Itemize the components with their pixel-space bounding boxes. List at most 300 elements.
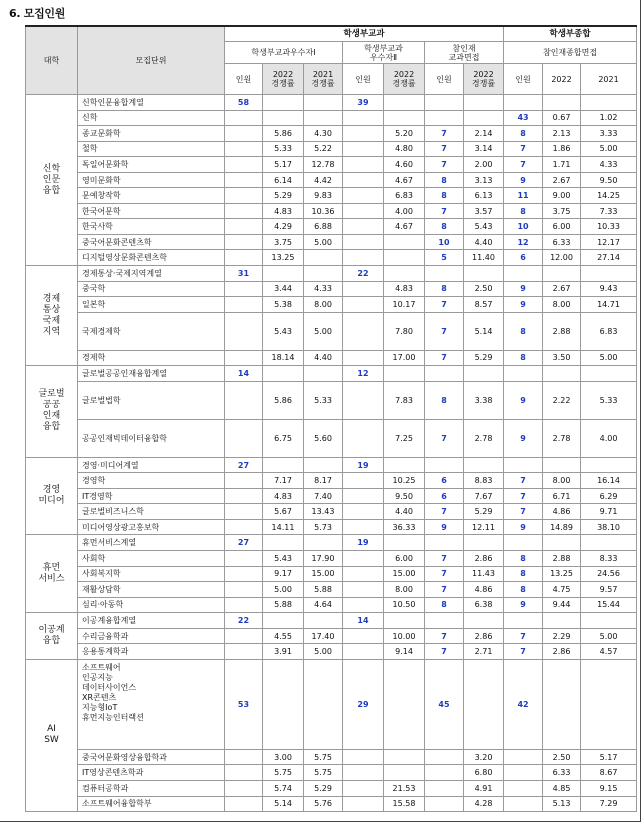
cell-value: 8.00 — [543, 297, 581, 313]
cell-value — [263, 366, 304, 382]
cell-value — [263, 110, 304, 126]
cell-value: 5.75 — [304, 749, 343, 765]
cell-value: 8 — [425, 597, 464, 613]
unit-name: 영미문화학 — [78, 172, 225, 188]
table-row — [26, 219, 637, 235]
cell-value: 5.17 — [581, 749, 637, 765]
unit-name: 사회학 — [78, 551, 225, 567]
cell-value — [425, 780, 464, 796]
cell-value: 7 — [504, 157, 543, 173]
cell-value: 3.13 — [464, 172, 504, 188]
table-row — [26, 628, 637, 644]
univ-name: 이공계 융합 — [26, 613, 78, 660]
cell-value: 4.33 — [581, 157, 637, 173]
cell-value — [343, 381, 384, 419]
cell-value — [225, 551, 263, 567]
cell-value — [225, 419, 263, 457]
cell-value — [464, 659, 504, 749]
table-row — [26, 473, 637, 489]
cell-value: 4.64 — [304, 597, 343, 613]
cell-value: 1.86 — [543, 141, 581, 157]
cell-value — [343, 488, 384, 504]
cell-value — [343, 504, 384, 520]
cell-value: 4.80 — [384, 141, 425, 157]
cell-value — [425, 749, 464, 765]
cell-value: 9.50 — [581, 172, 637, 188]
header-year-2021: 2021 — [581, 64, 637, 95]
cell-value: 15.00 — [384, 566, 425, 582]
cell-value — [343, 419, 384, 457]
univ-name: 휴먼 서비스 — [26, 535, 78, 613]
cell-value: 8 — [504, 551, 543, 567]
cell-value: 45 — [425, 659, 464, 749]
cell-value: 9.17 — [263, 566, 304, 582]
recruitment-table — [25, 25, 637, 812]
cell-value: 9 — [504, 297, 543, 313]
cell-value — [543, 366, 581, 382]
unit-name: 중국학 — [78, 281, 225, 297]
univ-name: 신학 인문 융합 — [26, 95, 78, 266]
cell-value: 10 — [425, 234, 464, 250]
univ-name: 경제 통상 국제 지역 — [26, 266, 78, 366]
cell-value: 7 — [425, 203, 464, 219]
cell-value — [343, 234, 384, 250]
cell-value — [425, 613, 464, 629]
cell-value: 5.33 — [581, 381, 637, 419]
cell-value: 5.22 — [304, 141, 343, 157]
cell-value: 2.86 — [464, 628, 504, 644]
cell-value: 8.00 — [543, 473, 581, 489]
cell-value: 7.83 — [384, 381, 425, 419]
cell-value — [343, 749, 384, 765]
cell-value — [464, 95, 504, 111]
cell-value — [263, 613, 304, 629]
cell-value — [304, 613, 343, 629]
cell-value: 8 — [425, 281, 464, 297]
cell-value: 9 — [504, 519, 543, 535]
cell-value: 8 — [504, 582, 543, 598]
cell-value — [543, 613, 581, 629]
table-row — [26, 266, 637, 282]
cell-value: 6.00 — [384, 551, 425, 567]
cell-value: 7 — [425, 628, 464, 644]
cell-value — [225, 381, 263, 419]
cell-value: 2.67 — [543, 172, 581, 188]
unit-name: 국제경제학 — [78, 312, 225, 350]
cell-value: 9.00 — [543, 188, 581, 204]
cell-value — [425, 765, 464, 781]
cell-value — [304, 457, 343, 473]
table-row — [26, 504, 637, 520]
cell-value: 5.88 — [263, 597, 304, 613]
header-gyogwa1: 학생부교과우수자Ⅰ — [225, 42, 343, 64]
unit-name: 이공계융합계열 — [78, 613, 225, 629]
cell-value — [343, 350, 384, 366]
cell-value — [225, 203, 263, 219]
cell-value: 7 — [504, 141, 543, 157]
cell-value: 8.57 — [464, 297, 504, 313]
unit-name: IT경영학 — [78, 488, 225, 504]
cell-value — [225, 473, 263, 489]
cell-value: 7 — [425, 504, 464, 520]
cell-value — [504, 366, 543, 382]
cell-value: 5.00 — [581, 141, 637, 157]
cell-value — [225, 582, 263, 598]
unit-name: 글로벌법학 — [78, 381, 225, 419]
header-year-2022: 2022 — [543, 64, 581, 95]
cell-value: 9.57 — [581, 582, 637, 598]
unit-name: 미디어영상광고홍보학 — [78, 519, 225, 535]
cell-value — [464, 366, 504, 382]
cell-value: 7 — [425, 350, 464, 366]
univ-name: 글로벌 공공 인재 융합 — [26, 366, 78, 458]
cell-value: 17.40 — [304, 628, 343, 644]
cell-value: 14 — [225, 366, 263, 382]
cell-value: 3.20 — [464, 749, 504, 765]
unit-name: 휴먼서비스계열 — [78, 535, 225, 551]
cell-value — [225, 110, 263, 126]
cell-value: 4.28 — [464, 796, 504, 812]
cell-value: 9 — [504, 281, 543, 297]
cell-value — [225, 796, 263, 812]
unit-name: 디지털영상문화콘텐츠학 — [78, 250, 225, 266]
unit-name: 신학인문융합계열 — [78, 95, 225, 111]
cell-value — [384, 749, 425, 765]
unit-name: 재활상담학 — [78, 582, 225, 598]
cell-value: 4.85 — [543, 780, 581, 796]
cell-value: 14.89 — [543, 519, 581, 535]
cell-value: 10 — [504, 219, 543, 235]
table-row — [26, 780, 637, 796]
cell-value: 4.57 — [581, 644, 637, 660]
cell-value: 2.22 — [543, 381, 581, 419]
cell-value — [343, 188, 384, 204]
cell-value: 7 — [504, 644, 543, 660]
cell-value — [343, 765, 384, 781]
header-inwon: 인원 — [225, 64, 263, 95]
cell-value: 12 — [343, 366, 384, 382]
unit-name: 소프트웨어융합학부 — [78, 796, 225, 812]
cell-value: 4.60 — [384, 157, 425, 173]
cell-value: 6.88 — [304, 219, 343, 235]
cell-value — [225, 350, 263, 366]
table-row — [26, 234, 637, 250]
cell-value: 9.15 — [581, 780, 637, 796]
cell-value: 0.67 — [543, 110, 581, 126]
cell-value: 5.88 — [304, 582, 343, 598]
cell-value: 13.25 — [543, 566, 581, 582]
table-row — [26, 188, 637, 204]
cell-value — [304, 659, 343, 749]
cell-value: 21.53 — [384, 780, 425, 796]
cell-value: 8 — [504, 126, 543, 142]
cell-value: 10.50 — [384, 597, 425, 613]
cell-value: 3.91 — [263, 644, 304, 660]
cell-value — [504, 95, 543, 111]
unit-name: 종교문화학 — [78, 126, 225, 142]
table-row — [26, 659, 637, 749]
cell-value: 4.40 — [304, 350, 343, 366]
cell-value: 2.71 — [464, 644, 504, 660]
cell-value: 5.13 — [543, 796, 581, 812]
cell-value — [464, 266, 504, 282]
cell-value: 9.71 — [581, 504, 637, 520]
cell-value — [543, 457, 581, 473]
cell-value: 4.30 — [304, 126, 343, 142]
cell-value: 7 — [425, 312, 464, 350]
cell-value: 4.55 — [263, 628, 304, 644]
cell-value — [225, 250, 263, 266]
cell-value: 9.50 — [384, 488, 425, 504]
cell-value: 5.29 — [464, 350, 504, 366]
cell-value: 39 — [343, 95, 384, 111]
cell-value: 6.83 — [581, 312, 637, 350]
cell-value: 7 — [425, 297, 464, 313]
cell-value — [225, 488, 263, 504]
cell-value: 7 — [425, 157, 464, 173]
cell-value: 15.44 — [581, 597, 637, 613]
cell-value: 4.75 — [543, 582, 581, 598]
cell-value: 7.17 — [263, 473, 304, 489]
cell-value — [225, 504, 263, 520]
cell-value: 6.80 — [464, 765, 504, 781]
unit-name: 컴퓨터공학과 — [78, 780, 225, 796]
cell-value: 6.83 — [384, 188, 425, 204]
cell-value: 5.86 — [263, 126, 304, 142]
cell-value: 7.67 — [464, 488, 504, 504]
unit-name: 공공인재빅데이터융합학 — [78, 419, 225, 457]
cell-value: 1.71 — [543, 157, 581, 173]
cell-value: 4.83 — [263, 203, 304, 219]
cell-value: 15.58 — [384, 796, 425, 812]
cell-value: 7.29 — [581, 796, 637, 812]
cell-value: 4.00 — [581, 419, 637, 457]
cell-value: 43 — [504, 110, 543, 126]
cell-value: 9 — [425, 519, 464, 535]
cell-value: 8.00 — [384, 582, 425, 598]
cell-value: 10.25 — [384, 473, 425, 489]
cell-value: 8 — [504, 203, 543, 219]
cell-value — [343, 219, 384, 235]
cell-value: 5.74 — [263, 780, 304, 796]
cell-value: 2.86 — [464, 551, 504, 567]
unit-name: 문예창작학 — [78, 188, 225, 204]
cell-value: 5.43 — [464, 219, 504, 235]
cell-value — [225, 644, 263, 660]
cell-value — [425, 457, 464, 473]
cell-value: 5.20 — [384, 126, 425, 142]
cell-value: 5.43 — [263, 551, 304, 567]
cell-value: 6.29 — [581, 488, 637, 504]
cell-value: 4.67 — [384, 172, 425, 188]
cell-value: 5.00 — [304, 234, 343, 250]
cell-value — [225, 141, 263, 157]
cell-value: 5.00 — [304, 644, 343, 660]
table-row — [26, 597, 637, 613]
cell-value: 9.44 — [543, 597, 581, 613]
cell-value — [225, 312, 263, 350]
header-charm: 참인재 교과면접 — [425, 42, 504, 64]
cell-value: 7 — [425, 582, 464, 598]
table-body — [26, 95, 637, 812]
cell-value — [343, 110, 384, 126]
unit-name: 글로벌공공인재융합계열 — [78, 366, 225, 382]
cell-value — [384, 613, 425, 629]
cell-value — [543, 95, 581, 111]
cell-value: 8 — [425, 172, 464, 188]
cell-value: 18.14 — [263, 350, 304, 366]
cell-value: 9 — [504, 597, 543, 613]
header-inwon: 인원 — [343, 64, 384, 95]
cell-value — [225, 281, 263, 297]
cell-value: 22 — [343, 266, 384, 282]
cell-value — [384, 659, 425, 749]
cell-value: 38.10 — [581, 519, 637, 535]
table-row — [26, 535, 637, 551]
cell-value: 17.90 — [304, 551, 343, 567]
table-row — [26, 551, 637, 567]
cell-value: 3.75 — [543, 203, 581, 219]
cell-value — [225, 234, 263, 250]
table-row — [26, 281, 637, 297]
unit-name: 심리·아동학 — [78, 597, 225, 613]
cell-value: 2.50 — [464, 281, 504, 297]
cell-value — [263, 659, 304, 749]
cell-value — [343, 551, 384, 567]
table-row — [26, 519, 637, 535]
cell-value: 4.67 — [384, 219, 425, 235]
cell-value — [384, 457, 425, 473]
cell-value — [543, 659, 581, 749]
cell-value: 24.56 — [581, 566, 637, 582]
table-row — [26, 366, 637, 382]
cell-value — [464, 457, 504, 473]
cell-value — [384, 765, 425, 781]
cell-value: 6.75 — [263, 419, 304, 457]
cell-value — [343, 628, 384, 644]
cell-value — [464, 110, 504, 126]
cell-value: 5.75 — [304, 765, 343, 781]
cell-value: 2.29 — [543, 628, 581, 644]
cell-value — [343, 203, 384, 219]
cell-value: 3.75 — [263, 234, 304, 250]
unit-name: 글로벌비즈니스학 — [78, 504, 225, 520]
cell-value: 5.00 — [581, 350, 637, 366]
header-charm-jonghap: 참인재종합면접 — [504, 42, 637, 64]
cell-value: 4.33 — [304, 281, 343, 297]
cell-value — [225, 628, 263, 644]
cell-value: 16.14 — [581, 473, 637, 489]
cell-value: 7 — [425, 644, 464, 660]
cell-value: 11 — [504, 188, 543, 204]
cell-value: 9 — [504, 381, 543, 419]
cell-value: 29 — [343, 659, 384, 749]
cell-value: 10.36 — [304, 203, 343, 219]
cell-value: 3.44 — [263, 281, 304, 297]
cell-value: 5.76 — [304, 796, 343, 812]
cell-value — [225, 765, 263, 781]
header-inwon: 인원 — [504, 64, 543, 95]
cell-value — [543, 535, 581, 551]
cell-value — [384, 250, 425, 266]
cell-value: 10.33 — [581, 219, 637, 235]
cell-value: 22 — [225, 613, 263, 629]
cell-value — [543, 266, 581, 282]
cell-value: 13.43 — [304, 504, 343, 520]
cell-value: 58 — [225, 95, 263, 111]
table-row — [26, 381, 637, 419]
cell-value — [384, 266, 425, 282]
cell-value: 5.38 — [263, 297, 304, 313]
cell-value: 2.14 — [464, 126, 504, 142]
cell-value — [343, 312, 384, 350]
cell-value: 5.33 — [263, 141, 304, 157]
cell-value: 5.17 — [263, 157, 304, 173]
cell-value: 7 — [504, 473, 543, 489]
cell-value: 7.80 — [384, 312, 425, 350]
header-rate-2021: 2021 경쟁률 — [304, 64, 343, 95]
cell-value — [504, 457, 543, 473]
cell-value: 4.86 — [464, 582, 504, 598]
cell-value — [304, 250, 343, 266]
unit-name: 일본학 — [78, 297, 225, 313]
cell-value — [343, 780, 384, 796]
cell-value: 2.86 — [543, 644, 581, 660]
unit-name: 경제통상·국제지역계열 — [78, 266, 225, 282]
header-univ: 대학 — [26, 26, 78, 95]
cell-value: 5.14 — [263, 796, 304, 812]
cell-value: 5.67 — [263, 504, 304, 520]
table-row — [26, 126, 637, 142]
cell-value: 11.43 — [464, 566, 504, 582]
cell-value: 8.67 — [581, 765, 637, 781]
cell-value: 8.33 — [581, 551, 637, 567]
cell-value: 4.00 — [384, 203, 425, 219]
cell-value: 1.02 — [581, 110, 637, 126]
unit-name: 중국어문화영상융합학과 — [78, 749, 225, 765]
cell-value — [581, 266, 637, 282]
cell-value: 8.17 — [304, 473, 343, 489]
cell-value — [304, 535, 343, 551]
cell-value: 2.78 — [464, 419, 504, 457]
cell-value — [225, 126, 263, 142]
cell-value: 15.00 — [304, 566, 343, 582]
cell-value — [225, 188, 263, 204]
cell-value: 5.60 — [304, 419, 343, 457]
table-row — [26, 644, 637, 660]
cell-value — [343, 796, 384, 812]
cell-value: 5.00 — [304, 312, 343, 350]
cell-value — [225, 172, 263, 188]
cell-value: 12.17 — [581, 234, 637, 250]
cell-value: 7 — [504, 504, 543, 520]
cell-value: 5 — [425, 250, 464, 266]
cell-value: 27 — [225, 535, 263, 551]
cell-value: 10.17 — [384, 297, 425, 313]
cell-value — [225, 519, 263, 535]
cell-value: 6.71 — [543, 488, 581, 504]
cell-value: 2.13 — [543, 126, 581, 142]
cell-value: 4.83 — [263, 488, 304, 504]
cell-value — [504, 765, 543, 781]
cell-value — [504, 613, 543, 629]
table-row — [26, 457, 637, 473]
cell-value: 12.11 — [464, 519, 504, 535]
cell-value: 9 — [504, 419, 543, 457]
cell-value: 14.71 — [581, 297, 637, 313]
cell-value — [343, 597, 384, 613]
cell-value: 6.13 — [464, 188, 504, 204]
